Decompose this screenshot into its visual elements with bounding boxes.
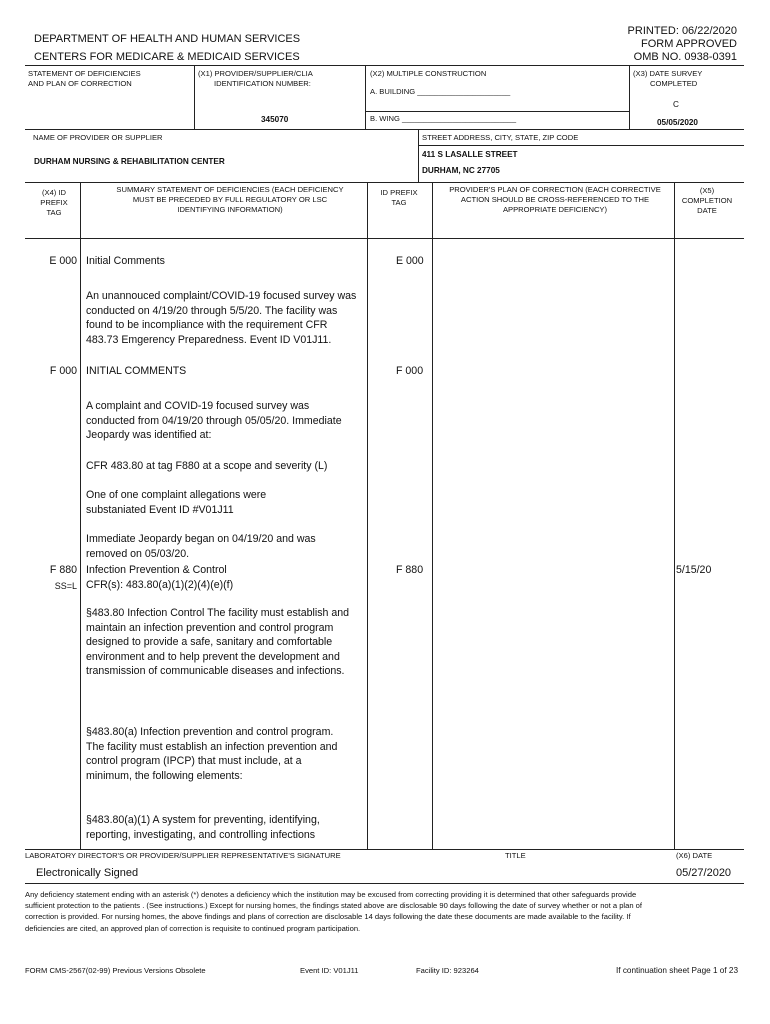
summary-header: SUMMARY STATEMENT OF DEFICIENCIES (EACH DEFICIENCY MUST BE PRECEDED BY FULL REGULATORY OR LSC IDENTIFYING INFORMATION): [116, 185, 344, 214]
f000-title: INITIAL COMMENTS: [86, 365, 187, 377]
rule-v3: [629, 65, 630, 129]
form-number: FORM CMS-2567(02-99) Previous Versions Obsolete: [25, 966, 206, 975]
tag-e000: E 000: [49, 255, 77, 267]
rule-col-1: [80, 182, 81, 849]
f000-paragraph-3: One of one complaint allegations were substaniated Event ID #V01J11: [86, 489, 267, 516]
rule-address: [418, 145, 744, 146]
f000-paragraph-1: A complaint and COVID-19 focused survey was conducted from 04/19/20 through 05/05/20. Immediate Jeopardy was identified at:: [86, 400, 342, 442]
plan-header: PROVIDER'S PLAN OF CORRECTION (EACH CORRECTIVE ACTION SHOULD BE CROSS-REFERENCED TO THE APPROPRIATE DEFICIENCY): [449, 185, 661, 214]
tag-f880: F 880: [49, 564, 77, 576]
x5-header: (X5) COMPLETION DATE: [681, 186, 733, 215]
f000-paragraph-2: CFR 483.80 at tag F880 at a scope and severity (L): [86, 460, 328, 472]
rule-signature-top: [25, 849, 744, 850]
x4-header: (X4) ID PREFIX TAG: [40, 188, 68, 217]
signature-value: Electronically Signed: [36, 867, 139, 879]
f880-title: Infection Prevention & Control: [86, 564, 227, 576]
agency-title: CENTERS FOR MEDICARE & MEDICAID SERVICES: [34, 51, 300, 63]
f880-paragraph-1: §483.80 Infection Control The facility must establish and maintain an infection prevention and control program designed to provide a safe, sanitary and comfortable environment and to help prevent the development and transmission of communicable diseases and infections.: [86, 607, 350, 678]
provider-name-label: NAME OF PROVIDER OR SUPPLIER: [33, 133, 163, 142]
x2-label: (X2) MULTIPLE CONSTRUCTION: [370, 69, 487, 78]
x3-label-2: COMPLETED: [650, 79, 698, 88]
rule-signature-bottom: [25, 883, 744, 884]
rule-top: [25, 65, 744, 66]
provider-name: DURHAM NURSING & REHABILITATION CENTER: [34, 157, 225, 166]
address-label: STREET ADDRESS, CITY, STATE, ZIP CODE: [422, 133, 579, 142]
rule-v2: [365, 65, 366, 129]
rule-col-2: [367, 182, 368, 849]
page-number: If continuation sheet Page 1 of 23: [616, 966, 738, 975]
survey-code: C: [673, 100, 679, 109]
facility-id: Facility ID: 923264: [416, 966, 479, 975]
city-state-zip: DURHAM, NC 27705: [422, 166, 500, 175]
e000-id: E 000: [396, 255, 424, 267]
tag-f000: F 000: [49, 365, 77, 377]
rule-wing: [365, 111, 629, 112]
disclaimer: Any deficiency statement ending with an asterisk (*) denotes a deficiency which the institution may be excused from correcting providing it is determined that other safeguards provide sufficient protection to the patients . (See instructions.) Except for nursing homes, the findings stated above are disclosable 90 days following the date of survey whether or not a plan of correction is provided. For nursing homes, the above findings and plans of correction are disclosable 14 days following the date these documents are made available to the facility. If deficiencies are cited, an approved plan of correction is requisite to continued program participation.: [25, 890, 642, 933]
form-approved: FORM APPROVED: [641, 38, 737, 50]
rule-col-3: [432, 182, 433, 849]
street-address: 411 S LASALLE STREET: [422, 150, 518, 159]
rule-col-4: [674, 182, 675, 849]
x1-label-2: IDENTIFICATION NUMBER:: [214, 79, 311, 88]
f880-paragraph-2: §483.80(a) Infection prevention and control program. The facility must establish an infection prevention and control program (IPCP) that must include, at a minimum, the following elements:: [86, 726, 338, 782]
building-field: A. BUILDING ______________________: [370, 87, 511, 96]
x1-label-1: (X1) PROVIDER/SUPPLIER/CLIA: [198, 69, 313, 78]
rule-v1: [194, 65, 195, 129]
scope-severity: SS=L: [54, 581, 77, 591]
statement-label-1: STATEMENT OF DEFICIENCIES: [28, 69, 141, 78]
printed-date: PRINTED: 06/22/2020: [627, 25, 737, 37]
title-label: TITLE: [505, 851, 526, 860]
f880-cfr: CFR(s): 483.80(a)(1)(2)(4)(e)(f): [86, 579, 234, 591]
x3-label-1: (X3) DATE SURVEY: [633, 69, 703, 78]
id-prefix-header: ID PREFIX TAG: [380, 188, 418, 207]
rule-provider-top: [25, 129, 744, 130]
rule-provider-mid: [418, 129, 419, 182]
survey-date: 05/05/2020: [657, 118, 698, 127]
f000-paragraph-4: Immediate Jeopardy began on 04/19/20 and was removed on 05/03/20.: [86, 533, 316, 560]
f880-paragraph-3: §483.80(a)(1) A system for preventing, identifying, reporting, investigating, and controlling infections: [86, 814, 320, 841]
rule-columns-bottom: [25, 238, 744, 239]
event-id: Event ID: V01J11: [300, 966, 359, 975]
e000-paragraph: An unannouced complaint/COVID-19 focused survey was conducted on 4/19/20 through 5/5/20. The facility was found to be incompliance with the requirement CFR 483.73 Emgerency Preparedness. Event ID V01J11.: [86, 290, 357, 346]
signature-date: 05/27/2020: [676, 867, 732, 879]
provider-id-number: 345070: [261, 115, 289, 124]
e000-title: Initial Comments: [86, 255, 165, 267]
department-title: DEPARTMENT OF HEALTH AND HUMAN SERVICES: [34, 33, 301, 45]
rule-columns-top: [25, 182, 744, 183]
f880-id: F 880: [396, 564, 424, 576]
f880-completion-date: 5/15/20: [676, 564, 712, 576]
statement-label-2: AND PLAN OF CORRECTION: [28, 79, 132, 88]
wing-field: B. WING ___________________________: [370, 114, 517, 123]
date-label: (X6) DATE: [676, 851, 713, 860]
signature-label: LABORATORY DIRECTOR'S OR PROVIDER/SUPPLIER REPRESENTATIVE'S SIGNATURE: [25, 851, 341, 860]
f000-id: F 000: [396, 365, 424, 377]
omb-number: OMB NO. 0938-0391: [633, 51, 737, 63]
